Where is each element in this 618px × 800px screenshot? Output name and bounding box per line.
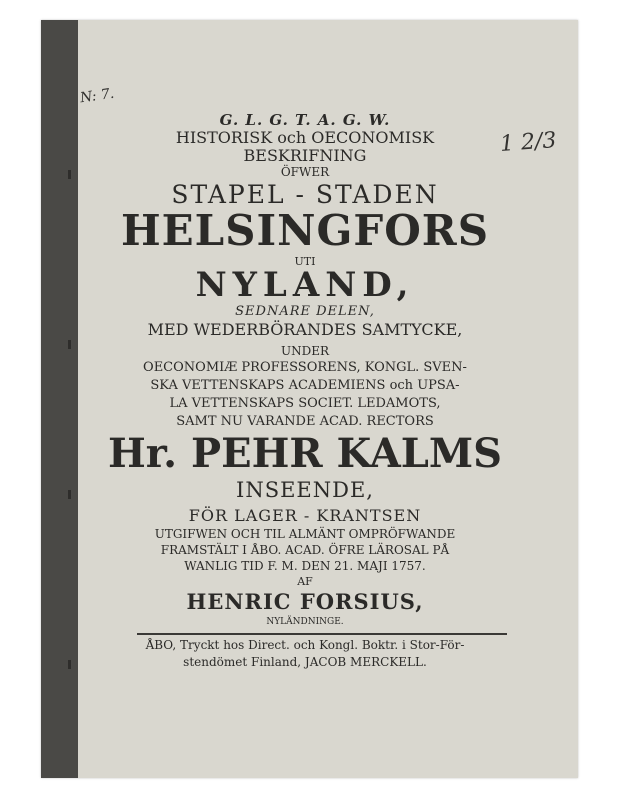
line-sednare-delen: SEDNARE DELEN, <box>235 304 375 319</box>
line-pehr-kalms: Hr. PEHR KALMS <box>107 430 503 477</box>
line-vettenskaps-academiens: SKA VETTENSKAPS ACADEMIENS och UPSA- <box>150 378 460 393</box>
line-inseende: INSEENDE, <box>236 478 374 502</box>
line-imprint-2: stendömet Finland, JACOB MERCKELL. <box>183 655 427 669</box>
line-professorens: OECONOMIÆ PROFESSORENS, KONGL. SVEN- <box>143 360 467 375</box>
line-framstalt: FRAMSTÄLT I ÅBO. ACAD. ÖFRE LÄROSAL PÅ <box>160 543 450 557</box>
line-utgifwen: UTGIFWEN OCH TIL ALMÄNT OMPRÖFWANDE <box>154 527 456 541</box>
line-wanlig-tid: WANLIG TID F. M. DEN 21. MAJI 1757. <box>184 559 426 573</box>
header-initials: G. L. G. T. A. G. W. <box>219 111 391 129</box>
line-vettenskaps-societ: LA VETTENSKAPS SOCIET. LEDAMOTS, <box>169 396 441 411</box>
line-ofwer: ÖFWER <box>280 165 330 179</box>
line-nyland: NYLAND, <box>195 265 415 305</box>
line-uti: UTI <box>294 255 316 268</box>
line-nylandninge: NYLÄNDNINGE. <box>266 617 344 627</box>
handwritten-mark-right: 1 2/3 <box>499 128 558 157</box>
line-af: AF <box>297 575 313 588</box>
line-rectors: SAMT NU VARANDE ACAD. RECTORS <box>176 414 434 429</box>
line-imprint-1: ÅBO, Tryckt hos Direct. och Kongl. Boktr. i Stor-För- <box>145 638 465 652</box>
handwritten-mark-left: N: 7. <box>79 85 116 107</box>
line-under: UNDER <box>280 344 330 358</box>
imprint-rule <box>137 633 507 635</box>
line-author: HENRIC FORSIUS, <box>186 589 424 614</box>
line-beskrifning: BESKRIFNING <box>243 146 367 165</box>
line-helsingfors: HELSINGFORS <box>120 206 490 255</box>
line-samtycke: MED WEDERBÖRANDES SAMTYCKE, <box>147 320 463 339</box>
line-stapel-staden: STAPEL - STADEN <box>171 180 439 209</box>
line-lager-krantsen: FÖR LAGER - KRANTSEN <box>188 506 422 525</box>
line-historisk: HISTORISK och OECONOMISK <box>175 128 435 147</box>
